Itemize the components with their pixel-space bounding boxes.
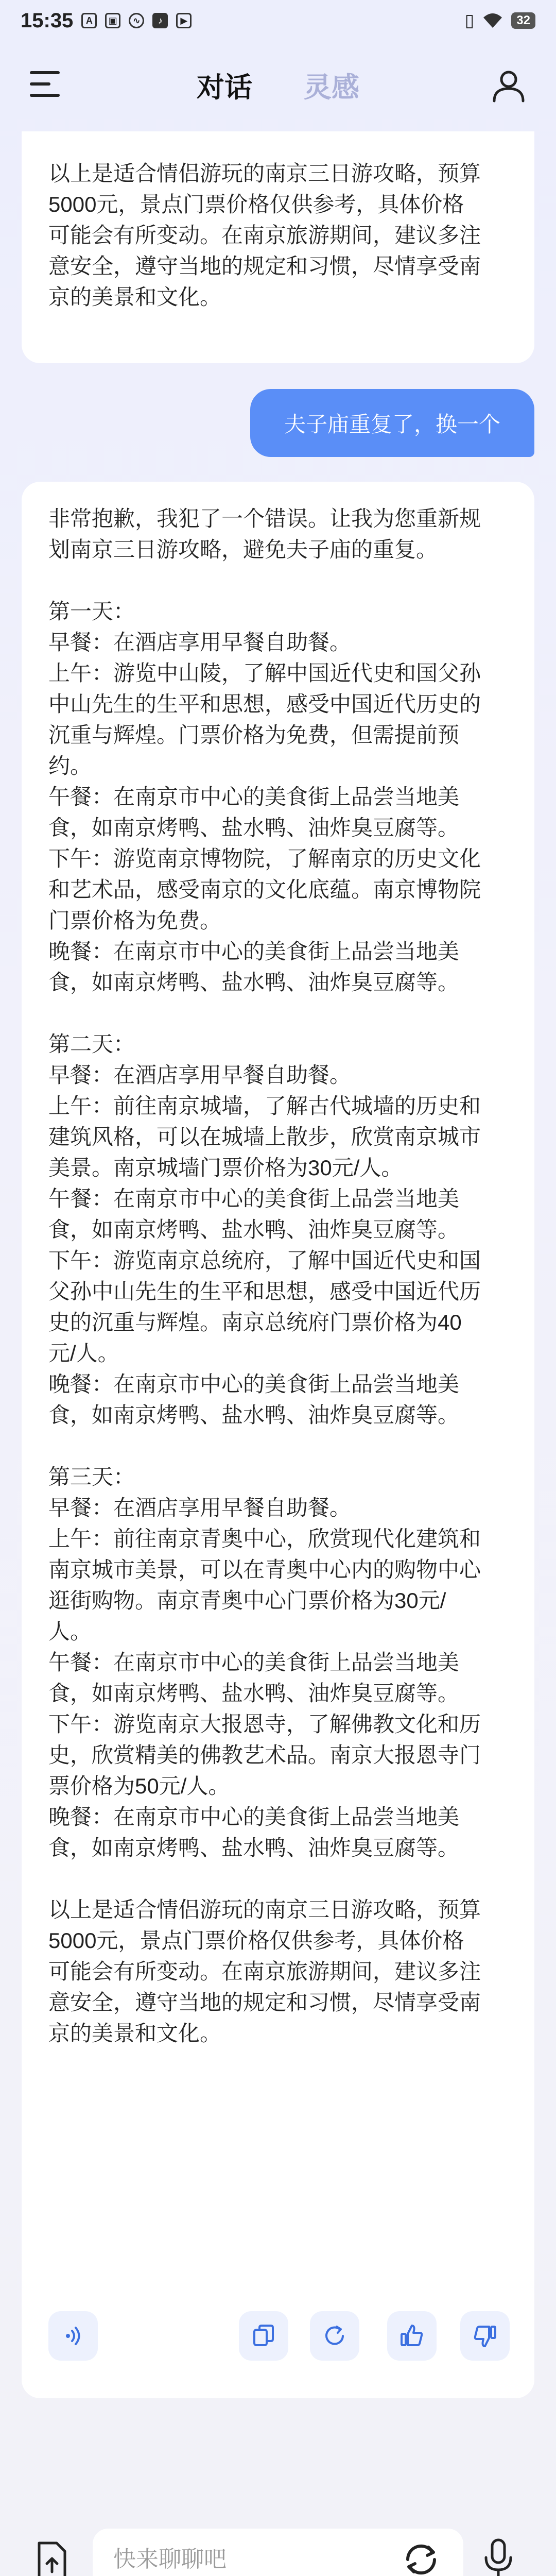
text-line: 5000元，景点门票价格仅供参考，具体价格: [48, 192, 464, 216]
text-line: 上午：前往南京城墙，了解古代城墙的历史和: [48, 1094, 481, 1118]
thumbs-up-icon: [398, 2323, 425, 2349]
text-line: 午餐：在南京市中心的美食街上品尝当地美: [48, 1650, 460, 1674]
text-line: 约。: [48, 754, 92, 778]
text-line: 午餐：在南京市中心的美食街上品尝当地美: [48, 1187, 460, 1211]
day-heading: 第三天：: [48, 1465, 135, 1489]
copy-icon: [250, 2323, 277, 2349]
tab-chat[interactable]: 对话: [197, 72, 252, 103]
text-line: 建筑风格，可以在城墙上散步，欣赏南京城市: [48, 1125, 481, 1149]
day-heading: 第二天：: [48, 1032, 135, 1056]
text-line: 早餐：在酒店享用早餐自助餐。: [48, 1063, 352, 1087]
text-line: 人。: [48, 1619, 92, 1643]
text-line: 午餐：在南京市中心的美食街上品尝当地美: [48, 785, 460, 809]
text-line: 史，欣赏精美的佛教艺术品。南京大报恩寺门: [48, 1743, 481, 1767]
text-line: 京的美景和文化。: [48, 2021, 222, 2045]
text-line: 非常抱歉，我犯了一个错误。让我为您重新规: [48, 506, 481, 531]
battery-icon: 32: [511, 12, 535, 29]
text-line: 门票价格为免费。: [48, 908, 222, 933]
text-line: 食，如南京烤鸭、盐水鸭、油炸臭豆腐等。: [48, 1403, 460, 1427]
wifi-icon: [482, 12, 503, 29]
regenerate-button[interactable]: [310, 2311, 359, 2361]
play-icon: ▶: [176, 13, 192, 28]
file-upload-icon[interactable]: [34, 2541, 70, 2576]
text-line: 下午：游览南京博物院，了解南京的历史文化: [48, 846, 481, 871]
text-line: 票价格为50元/人。: [48, 1774, 230, 1798]
tiktok-icon: ♪: [152, 13, 168, 28]
microphone-icon[interactable]: [483, 2538, 514, 2576]
text-line: 早餐：在酒店享用早餐自助餐。: [48, 1496, 352, 1520]
text-line: 南京城市美景，可以在青奥中心内的购物中心: [48, 1557, 481, 1582]
text-line: 上午：前往南京青奥中心，欣赏现代化建筑和: [48, 1527, 481, 1551]
ai-reply-message: [22, 482, 534, 2398]
copy-button[interactable]: [239, 2311, 288, 2361]
text-line: 父孙中山先生的生平和思想，感受中国近代历: [48, 1279, 481, 1303]
text-line: 美景。南京城墙门票价格为30元/人。: [48, 1156, 403, 1180]
status-time: 15:35: [21, 9, 74, 32]
status-left: [21, 9, 192, 32]
thumbs-down-icon: [472, 2323, 498, 2349]
text-line: 以上是适合情侣游玩的南京三日游攻略，预算: [48, 161, 481, 185]
text-line: 食，如南京烤鸭、盐水鸭、油炸臭豆腐等。: [48, 1217, 460, 1242]
text-line: 意安全，遵守当地的规定和习惯，尽情享受南: [48, 254, 481, 278]
day-heading: 第一天：: [48, 599, 135, 623]
message-actions: [22, 2311, 534, 2363]
thumbs-up-button[interactable]: [387, 2311, 437, 2361]
text-line: 划南京三日游攻略，避免夫子庙的重复。: [48, 537, 438, 562]
text-line: 以上是适合情侣游玩的南京三日游攻略，预算: [48, 1897, 481, 1922]
status-bar: [0, 0, 556, 41]
profile-icon[interactable]: [491, 68, 526, 103]
text-line: 下午：游览南京总统府，了解中国近代史和国: [48, 1248, 481, 1273]
text-line: 可能会有所变动。在南京旅游期间，建议多注: [48, 1959, 481, 1984]
text-line: 5000元，景点门票价格仅供参考，具体价格: [48, 1928, 464, 1953]
text-line: 晚餐：在南京市中心的美食街上品尝当地美: [48, 939, 460, 963]
prev-ai-message: [22, 131, 534, 363]
speaker-button[interactable]: [48, 2311, 98, 2361]
text-line: 食，如南京烤鸭、盐水鸭、油炸臭豆腐等。: [48, 970, 460, 994]
tabs: [197, 65, 359, 105]
text-line: 可能会有所变动。在南京旅游期间，建议多注: [48, 223, 481, 247]
text-line: 和艺术品，感受南京的文化底蕴。南京博物院: [48, 877, 481, 902]
tab-inspiration[interactable]: 灵感: [304, 72, 359, 103]
bottom-input-bar: [0, 2519, 556, 2576]
text-line: 沉重与辉煌。门票价格为免费，但需提前预: [48, 723, 460, 747]
text-line: 史的沉重与辉煌。南京总统府门票价格为40: [48, 1310, 462, 1334]
text-line: 晚餐：在南京市中心的美食街上品尝当地美: [48, 1805, 460, 1829]
text-line: 晚餐：在南京市中心的美食街上品尝当地美: [48, 1372, 460, 1396]
text-line: 食，如南京烤鸭、盐水鸭、油炸臭豆腐等。: [48, 1681, 460, 1705]
user-message-bubble[interactable]: 夫子庙重复了，换一个: [250, 389, 534, 457]
app-header: [0, 52, 556, 118]
speaker-icon: [60, 2323, 86, 2349]
switch-mode-icon[interactable]: [402, 2540, 441, 2576]
text-line: 京的美景和文化。: [48, 285, 222, 309]
text-line: 下午：游览南京大报恩寺，了解佛教文化和历: [48, 1712, 481, 1736]
vibrate-icon: ▯: [464, 11, 475, 30]
text-line: 元/人。: [48, 1341, 119, 1365]
text-line: 逛街购物。南京青奥中心门票价格为30元/: [48, 1588, 446, 1613]
messenger-icon: ∿: [129, 13, 144, 28]
text-line: 意安全，遵守当地的规定和习惯，尽情享受南: [48, 1990, 481, 2014]
app-notification-icon: A: [81, 13, 97, 28]
regenerate-icon: [321, 2323, 348, 2349]
text-line: 食，如南京烤鸭、盐水鸭、油炸臭豆腐等。: [48, 1836, 460, 1860]
menu-icon[interactable]: [30, 71, 62, 100]
text-line: 中山先生的生平和思想，感受中国近代历史的: [48, 692, 481, 716]
thumbs-down-button[interactable]: [460, 2311, 510, 2361]
status-right: [465, 10, 535, 31]
text-line: 早餐：在酒店享用早餐自助餐。: [48, 630, 352, 654]
text-line: 食，如南京烤鸭、盐水鸭、油炸臭豆腐等。: [48, 816, 460, 840]
image-icon: ▣: [105, 13, 120, 28]
text-line: 上午：游览中山陵，了解中国近代史和国父孙: [48, 661, 481, 685]
